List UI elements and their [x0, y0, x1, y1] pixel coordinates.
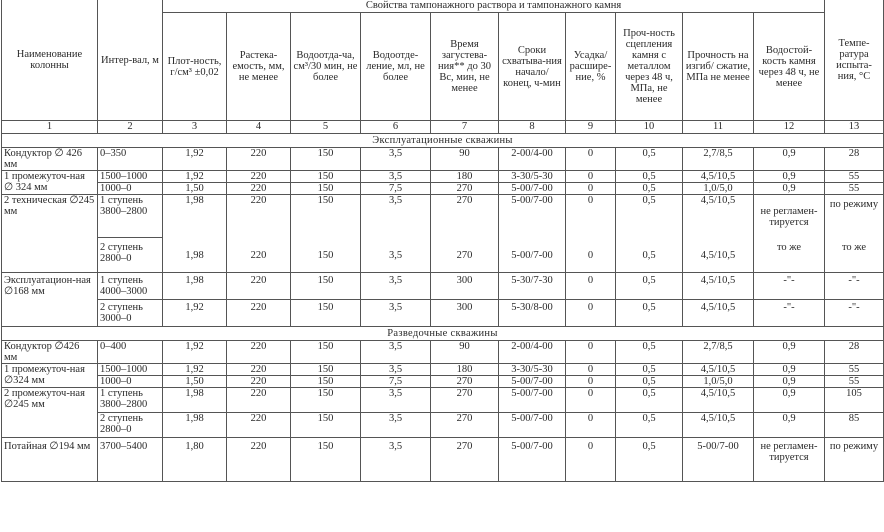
table-row: [2, 340, 884, 363]
section-row-exploitation: [2, 134, 884, 148]
cell-density: 1,98: [163, 195, 227, 238]
section-title-exploitation: Эксплуатационные скважины: [2, 134, 884, 148]
header-interval: Интер-вал, м: [98, 0, 163, 121]
header-setting-time: Сроки схватыва-ния начало/ конец, ч-мин: [499, 13, 566, 121]
cell-temperature: -"-: [825, 272, 884, 299]
section-row-exploration: [2, 326, 884, 340]
cell-shrinkage: 0: [566, 363, 616, 375]
cell-strength: 4,5/10,5: [683, 387, 754, 412]
cell-temperature: по режиму: [825, 437, 884, 481]
cell-water-loss: 150: [291, 272, 361, 299]
cell-adhesion: 0,5: [616, 375, 683, 387]
header-thickening-time: Время загустева-ния** до 30 Вс, мин, не менее: [431, 13, 499, 121]
col-number: 5: [291, 121, 361, 134]
cell-setting: 5-00/7-00: [499, 183, 566, 195]
cell-spread: 220: [227, 238, 291, 273]
cell-water-resistance: 0,9: [754, 340, 825, 363]
cell-spread: 220: [227, 363, 291, 375]
row-interval: 1000–0: [98, 183, 163, 195]
cement-properties-table: [1, 0, 884, 482]
cell-setting: 3-30/5-30: [499, 363, 566, 375]
cell-shrinkage: 0: [566, 171, 616, 183]
cell-shrinkage: 0: [566, 148, 616, 171]
row-name: 1 промежуточ-ная ∅324 мм: [2, 363, 98, 387]
col-number: 8: [499, 121, 566, 134]
cell-spread: 220: [227, 387, 291, 412]
cell-density: 1,98: [163, 238, 227, 273]
row-name: Кондуктор ∅426 мм: [2, 340, 98, 363]
cell-strength: 4,5/10,5: [683, 412, 754, 437]
row-name: Потайная ∅194 мм: [2, 437, 98, 481]
cell-temperature: 55: [825, 375, 884, 387]
cell-density: 1,98: [163, 272, 227, 299]
cell-density: 1,92: [163, 171, 227, 183]
table-row: [2, 183, 884, 195]
cell-spread: 220: [227, 299, 291, 326]
section-title-exploration: Разведочные скважины: [2, 326, 884, 340]
cell-water-loss: 150: [291, 363, 361, 375]
cell-water-separation: 3,5: [361, 238, 431, 273]
header-density: Плот-ность, г/см³ ±0,02: [163, 13, 227, 121]
row-interval: 0–350: [98, 148, 163, 171]
cell-strength: 1,0/5,0: [683, 375, 754, 387]
col-number: 11: [683, 121, 754, 134]
header-shrinkage: Усадка/ расшире-ние, %: [566, 13, 616, 121]
cell-thickening: 270: [431, 375, 499, 387]
table-row: [2, 238, 884, 273]
cell-spread: 220: [227, 412, 291, 437]
cell-water-resistance: 0,9: [754, 171, 825, 183]
cell-thickening: 270: [431, 238, 499, 273]
cell-water-resistance: не регламен-тируется: [754, 195, 825, 238]
cell-strength: 1,0/5,0: [683, 183, 754, 195]
cell-strength: 2,7/8,5: [683, 148, 754, 171]
cell-setting: 5-30/7-30: [499, 272, 566, 299]
col-number: 2: [98, 121, 163, 134]
cell-water-separation: 3,5: [361, 363, 431, 375]
cell-strength: 5-00/7-00: [683, 437, 754, 481]
cell-water-separation: 3,5: [361, 272, 431, 299]
cell-setting: 5-00/7-00: [499, 375, 566, 387]
cell-shrinkage: 0: [566, 412, 616, 437]
cell-water-separation: 7,5: [361, 375, 431, 387]
row-interval: 1 ступень 3800–2800: [98, 387, 163, 412]
cell-temperature: 55: [825, 183, 884, 195]
cell-thickening: 90: [431, 148, 499, 171]
cell-water-resistance: 0,9: [754, 412, 825, 437]
cell-adhesion: 0,5: [616, 412, 683, 437]
column-number-row: [2, 121, 884, 134]
cell-adhesion: 0,5: [616, 272, 683, 299]
cell-water-loss: 150: [291, 171, 361, 183]
cell-thickening: 300: [431, 299, 499, 326]
table-row: [2, 387, 884, 412]
cell-shrinkage: 0: [566, 387, 616, 412]
cell-temperature: 55: [825, 363, 884, 375]
cell-water-separation: 3,5: [361, 195, 431, 238]
row-interval: 1 ступень 3800–2800: [98, 195, 163, 238]
col-number: 9: [566, 121, 616, 134]
cell-water-resistance: -"-: [754, 299, 825, 326]
row-interval: 2 ступень 3000–0: [98, 299, 163, 326]
table-row: [2, 363, 884, 375]
cell-setting: 3-30/5-30: [499, 171, 566, 183]
cell-spread: 220: [227, 195, 291, 238]
cell-water-separation: 3,5: [361, 340, 431, 363]
table-row: [2, 437, 884, 481]
cell-setting: 5-00/7-00: [499, 387, 566, 412]
cell-spread: 220: [227, 375, 291, 387]
cell-setting: 2-00/4-00: [499, 340, 566, 363]
cell-adhesion: 0,5: [616, 387, 683, 412]
row-name: Кондуктор ∅ 426 мм: [2, 148, 98, 171]
cell-water-loss: 150: [291, 340, 361, 363]
cell-thickening: 270: [431, 195, 499, 238]
cell-density: 1,80: [163, 437, 227, 481]
cell-water-resistance: то же: [754, 238, 825, 273]
cell-setting: 5-00/7-00: [499, 437, 566, 481]
cell-strength: 2,7/8,5: [683, 340, 754, 363]
cell-water-separation: 3,5: [361, 412, 431, 437]
cell-thickening: 90: [431, 340, 499, 363]
cell-spread: 220: [227, 148, 291, 171]
cell-spread: 220: [227, 272, 291, 299]
cell-density: 1,92: [163, 299, 227, 326]
cell-temperature: -"-: [825, 299, 884, 326]
cell-water-resistance: 0,9: [754, 148, 825, 171]
col-number: 6: [361, 121, 431, 134]
cell-thickening: 300: [431, 272, 499, 299]
col-number: 1: [2, 121, 98, 134]
cell-adhesion: 0,5: [616, 299, 683, 326]
cell-water-loss: 150: [291, 437, 361, 481]
cell-strength: 4,5/10,5: [683, 195, 754, 238]
cell-thickening: 270: [431, 437, 499, 481]
row-interval: 1 ступень 4000–3000: [98, 272, 163, 299]
col-number: 13: [825, 121, 884, 134]
cell-water-separation: 3,5: [361, 148, 431, 171]
header-spread: Растека-емость, мм, не менее: [227, 13, 291, 121]
header-water-separation: Водоотде-ление, мл, не более: [361, 13, 431, 121]
cell-shrinkage: 0: [566, 375, 616, 387]
cell-temperature: 28: [825, 148, 884, 171]
cell-adhesion: 0,5: [616, 183, 683, 195]
cell-setting: 5-00/7-00: [499, 238, 566, 273]
header-water-resistance: Водостой-кость камня через 48 ч, не менее: [754, 13, 825, 121]
cell-density: 1,92: [163, 363, 227, 375]
row-interval: 1000–0: [98, 375, 163, 387]
cell-strength: 4,5/10,5: [683, 299, 754, 326]
cell-adhesion: 0,5: [616, 195, 683, 238]
row-interval: 1500–1000: [98, 363, 163, 375]
cell-spread: 220: [227, 171, 291, 183]
table-row: [2, 375, 884, 387]
cell-shrinkage: 0: [566, 238, 616, 273]
header-strength: Прочность на изгиб/ сжатие, МПа не менее: [683, 13, 754, 121]
header-temperature: Темпе-ратура испыта-ния, °С: [825, 0, 884, 121]
table-row: [2, 171, 884, 183]
cell-strength: 4,5/10,5: [683, 363, 754, 375]
row-interval: 2 ступень 2800–0: [98, 238, 163, 273]
col-number: 3: [163, 121, 227, 134]
cell-spread: 220: [227, 437, 291, 481]
cell-shrinkage: 0: [566, 340, 616, 363]
cell-shrinkage: 0: [566, 195, 616, 238]
cell-water-separation: 3,5: [361, 171, 431, 183]
cell-setting: 5-00/7-00: [499, 412, 566, 437]
header-water-loss: Водоотда-ча, см³/30 мин, не более: [291, 13, 361, 121]
cell-water-resistance: 0,9: [754, 387, 825, 412]
col-number: 10: [616, 121, 683, 134]
row-name: 2 промежуточ-ная ∅245 мм: [2, 387, 98, 437]
row-interval: 3700–5400: [98, 437, 163, 481]
cell-strength: 4,5/10,5: [683, 272, 754, 299]
header-name: Наименование колонны: [2, 0, 98, 121]
cell-water-separation: 3,5: [361, 387, 431, 412]
row-name: Эксплуатацион-ная ∅168 мм: [2, 272, 98, 326]
cell-density: 1,98: [163, 412, 227, 437]
cell-temperature: 55: [825, 171, 884, 183]
cell-water-loss: 150: [291, 412, 361, 437]
table-row: [2, 195, 884, 238]
row-name: 2 техническая ∅245 мм: [2, 195, 98, 273]
cell-adhesion: 0,5: [616, 340, 683, 363]
cell-setting: 5-30/8-00: [499, 299, 566, 326]
cell-strength: 4,5/10,5: [683, 171, 754, 183]
header-properties-group: Свойства тампонажного раствора и тампонажного камня: [163, 0, 825, 13]
table-row: [2, 148, 884, 171]
cell-density: 1,50: [163, 183, 227, 195]
cell-shrinkage: 0: [566, 299, 616, 326]
cell-thickening: 180: [431, 363, 499, 375]
cell-water-separation: 3,5: [361, 437, 431, 481]
cell-water-resistance: 0,9: [754, 375, 825, 387]
cell-thickening: 270: [431, 183, 499, 195]
cell-setting: 2-00/4-00: [499, 148, 566, 171]
cell-shrinkage: 0: [566, 183, 616, 195]
cell-water-loss: 150: [291, 238, 361, 273]
cell-density: 1,92: [163, 148, 227, 171]
table-row: [2, 299, 884, 326]
cell-adhesion: 0,5: [616, 363, 683, 375]
cell-spread: 220: [227, 183, 291, 195]
cell-water-resistance: -"-: [754, 272, 825, 299]
row-interval: 1500–1000: [98, 171, 163, 183]
row-interval: 2 ступень 2800–0: [98, 412, 163, 437]
cell-thickening: 270: [431, 412, 499, 437]
cell-density: 1,92: [163, 340, 227, 363]
cell-water-resistance: 0,9: [754, 183, 825, 195]
table-row: [2, 412, 884, 437]
cell-adhesion: 0,5: [616, 238, 683, 273]
cell-water-separation: 3,5: [361, 299, 431, 326]
cell-temperature: то же: [825, 238, 884, 273]
cell-temperature: 85: [825, 412, 884, 437]
row-interval: 0–400: [98, 340, 163, 363]
cell-water-separation: 7,5: [361, 183, 431, 195]
cell-density: 1,98: [163, 387, 227, 412]
cell-adhesion: 0,5: [616, 171, 683, 183]
cell-water-loss: 150: [291, 299, 361, 326]
cell-temperature: 28: [825, 340, 884, 363]
header-row-group: [2, 0, 884, 13]
table-row: [2, 272, 884, 299]
cell-water-resistance: не регламен-тируется: [754, 437, 825, 481]
cell-thickening: 270: [431, 387, 499, 412]
cell-water-loss: 150: [291, 375, 361, 387]
cell-adhesion: 0,5: [616, 148, 683, 171]
header-adhesion: Проч-ность сцепления камня с металлом через 48 ч, МПа, не менее: [616, 13, 683, 121]
cell-adhesion: 0,5: [616, 437, 683, 481]
cell-water-loss: 150: [291, 195, 361, 238]
col-number: 7: [431, 121, 499, 134]
col-number: 12: [754, 121, 825, 134]
cell-thickening: 180: [431, 171, 499, 183]
col-number: 4: [227, 121, 291, 134]
cell-water-resistance: 0,9: [754, 363, 825, 375]
row-name: 1 промежуточ-ная ∅ 324 мм: [2, 171, 98, 195]
cell-strength: 4,5/10,5: [683, 238, 754, 273]
cell-setting: 5-00/7-00: [499, 195, 566, 238]
cell-spread: 220: [227, 340, 291, 363]
cell-water-loss: 150: [291, 183, 361, 195]
cell-shrinkage: 0: [566, 437, 616, 481]
cell-water-loss: 150: [291, 148, 361, 171]
cell-shrinkage: 0: [566, 272, 616, 299]
cell-temperature: 105: [825, 387, 884, 412]
cell-density: 1,50: [163, 375, 227, 387]
cell-temperature: по режиму: [825, 195, 884, 238]
cell-water-loss: 150: [291, 387, 361, 412]
